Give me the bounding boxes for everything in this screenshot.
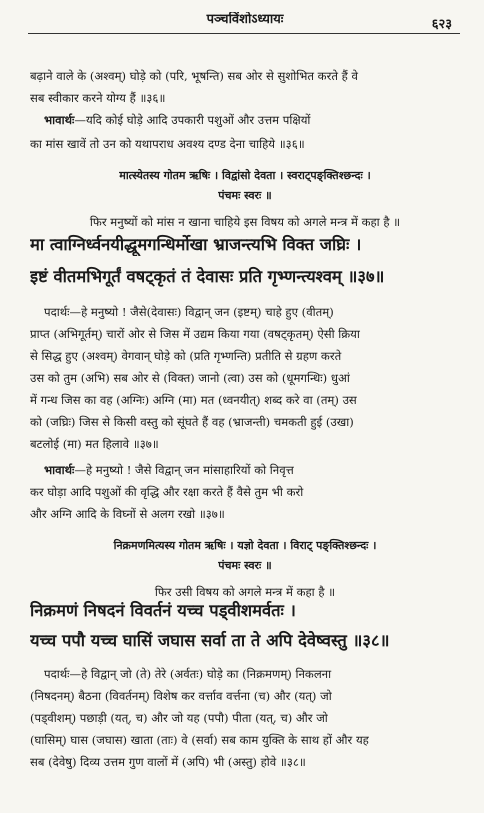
header-rule: [28, 33, 460, 34]
text-line: बढ़ाने वाले के (अश्वम्) घोड़े को (परि, भूषन्ति) सब ओर से सुशोभित करते हैं वे: [30, 69, 358, 83]
bhavarth-line: और अग्नि आदि के विघ्नों से अलग रखो ॥३७॥: [30, 507, 225, 521]
bhavarth-line: [44, 462, 460, 478]
padarth-line: (पड्वीशम्) पछाड़ी (यत्, च) और जो यह (पपौ) पीता (यत्, च) और जो: [30, 711, 328, 725]
mantra-metadata: निक्रमणमित्यस्य गोतम ऋषिः । यज्ञो देवता । विराट् पङ्क्तिश्छन्दः ।: [113, 539, 377, 552]
mantra-line: यच्च पपौ यच्च घासिं जघास सर्वा ता ते अपि देवेष्वस्तु ॥३८॥: [30, 631, 390, 650]
mantra-metadata: मात्स्येतस्य गोतम ऋषिः । विद्वांसो देवता । स्वराट्पङ्क्तिश्छन्दः ।: [119, 169, 371, 182]
mantra-intro: फिर मनुष्यों को मांस न खाना चाहिये इस विषय को अगले मन्त्र में कहा है ॥: [89, 215, 401, 229]
padarth-line: (निषदनम्) बैठना (विवर्तनम्) विशेष कर वर्त्ताव वर्त्तना (च) और (यत्) जो: [30, 689, 332, 703]
padarth-line: उस को तुम (अभि) सब ओर से (विक्त) जानो (त्वा) उस को (धूमगन्धिः) धुआं: [30, 371, 350, 385]
bhavarth-text: —हे मनुष्यो ! जैसे विद्वान् जन मांसाहारियों को निवृत्त: [74, 463, 294, 477]
bhavarth-line: [44, 112, 460, 128]
bhavarth-line: कर घोड़ा आदि पशुओं की वृद्धि और रक्षा करते हैं वैसे तुम भी करो: [30, 485, 304, 499]
padarth-line: बटलोई (मा) मत हिलावे ॥३७॥: [30, 437, 159, 451]
page-number: ६२३: [431, 17, 452, 32]
padarth-line: प्राप्त (अभिगूर्तम्) चारों ओर से जिस में उद्यम किया गया (वषट्कृतम्) ऐसी क्रिया: [30, 327, 360, 341]
padarth-line: (घासिम्) घास (जघास) खाता (ताः) वे (सर्वा) सब काम युक्ति के साथ हों और यह: [30, 733, 369, 747]
padarth-line: सब (देवेषु) दिव्य उत्तम गुण वालों में (अपि) भी (अस्तु) होवे ॥३८॥: [30, 755, 306, 769]
mantra-line: निक्रमणं निषदनं विवर्तनं यच्च पड्वीशमर्वतः ।: [30, 601, 296, 620]
mantra-line: मा त्वाग्निर्ध्वनयीद्धूमगन्धिर्मोखा भ्राजन्त्यभि विक्त जघ्रिः ।: [30, 235, 362, 254]
bhavarth-label: भावार्थः: [44, 463, 75, 477]
bhavarth-text: —यदि कोई घोड़े आदि उपकारी पशुओं और उत्तम पक्षियों: [74, 113, 311, 127]
bhavarth-line: का मांस खावें तो उन को यथापराध अवश्य दण्ड देना चाहिये ॥३६॥: [30, 137, 305, 151]
text-line: सब स्वीकार करने योग्य हैं ॥३६॥: [30, 91, 166, 105]
mantra-metadata: पंचमः स्वरः ॥: [218, 189, 272, 202]
mantra-intro: फिर उसी विषय को अगले मन्त्र में कहा है ॥: [154, 585, 336, 599]
mantra-line: इष्टं वीतमभिगूर्तं वषट्कृतं तं देवासः प्रति गृभ्णन्त्यश्वम् ॥३७॥: [30, 267, 385, 286]
padarth-line: पदार्थः—हे मनुष्यो ! जैसे(देवासः) विद्वान् जन (इष्टम्) चाहे हुए (वीतम्): [44, 305, 334, 319]
mantra-metadata: पंचमः स्वरः ॥: [218, 559, 272, 572]
bhavarth-label: भावार्थः: [44, 113, 75, 127]
chapter-title: पञ्चविंशोऽध्यायः: [206, 12, 284, 27]
padarth-line: से सिद्ध हुए (अश्वम्) वेगवान् घोड़े को (प्रति गृभ्णन्ति) प्रतीति से ग्रहण करते: [30, 349, 342, 363]
padarth-line: को (जघ्रिः) जिस से किसी वस्तु को सूंघते हैं वह (भ्राजन्ती) चमकती हुई (उखा): [30, 415, 354, 429]
padarth-line: पदार्थः—हे विद्वान् जो (ते) तेरे (अर्वतः) घोड़े का (निक्रमणम्) निकलना: [44, 667, 332, 681]
padarth-line: में गन्ध जिस का वह (अग्निः) अग्नि (मा) मत (ध्वनयीत्) शब्द करे वा (तम्) उस: [30, 393, 357, 407]
